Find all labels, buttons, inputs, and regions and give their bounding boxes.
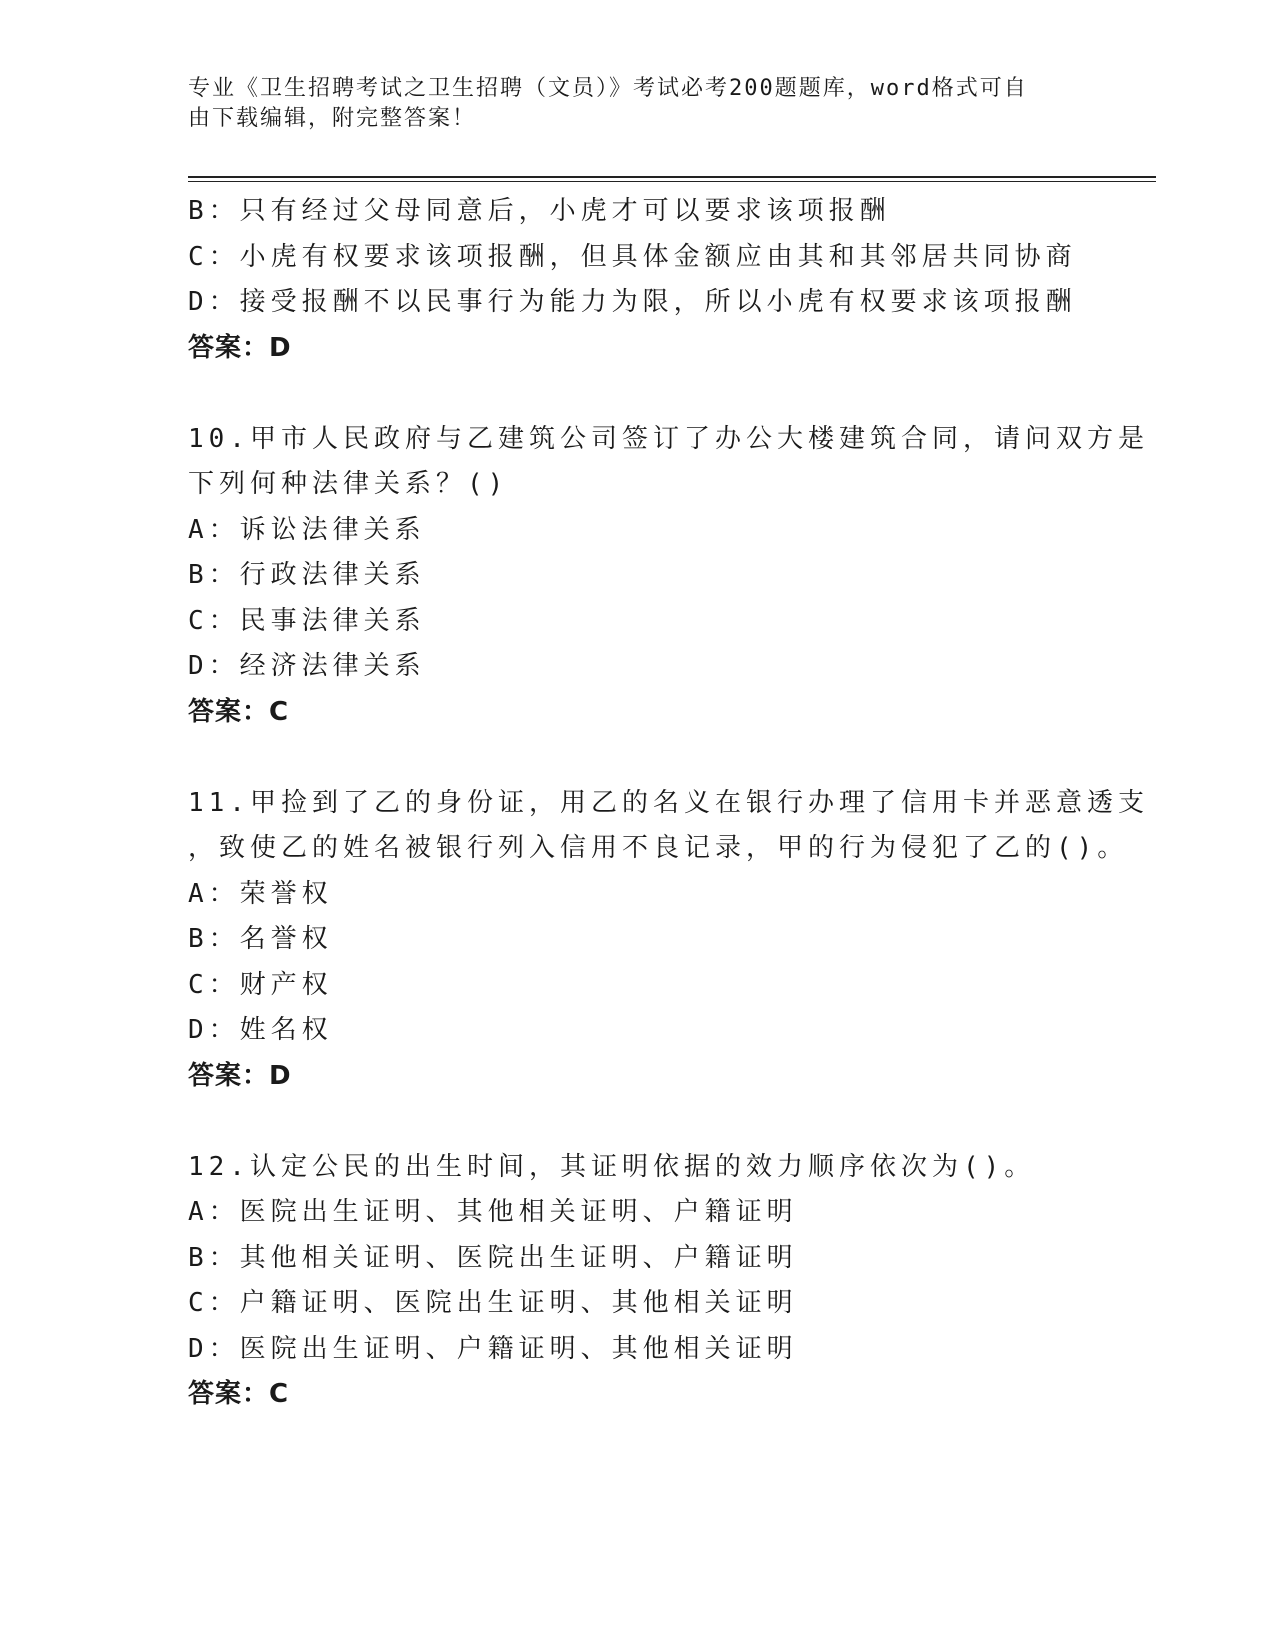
- spacer: [188, 371, 1088, 417]
- option-d: D：接受报酬不以民事行为能力为限，所以小虎有权要求该项报酬: [188, 287, 1077, 317]
- option-c: C：财产权: [188, 969, 333, 1000]
- option-a: A：荣誉权: [188, 878, 333, 909]
- header-divider-thick: [188, 176, 1156, 178]
- option-a: A：诉讼法律关系: [188, 514, 426, 545]
- question-10: [188, 417, 1149, 736]
- option-b: B：只有经过父母同意后，小虎才可以要求该项报酬: [188, 196, 891, 226]
- question-stem-line: 下列何种法律关系？(): [188, 469, 509, 499]
- option-b: B：名誉权: [188, 924, 333, 954]
- question-stem-line: 12.认定公民的出生时间，其证明依据的效力顺序依次为()。: [188, 1151, 1036, 1182]
- answer-line: 答案：D: [188, 1060, 292, 1091]
- option-b: B：其他相关证明、医院出生证明、户籍证明: [188, 1242, 798, 1273]
- option-b: B：行政法律关系: [188, 560, 426, 590]
- option-c: C：民事法律关系: [188, 605, 426, 636]
- option-c: C：小虎有权要求该项报酬，但具体金额应由其和其邻居共同协商: [188, 241, 1077, 272]
- spacer: [188, 1099, 1088, 1145]
- answer-line: 答案：C: [188, 696, 290, 727]
- answer-line: 答案：C: [188, 1379, 290, 1409]
- header-line-1: 专业《卫生招聘考试之卫生招聘（文员）》考试必考200题题库，word格式可自: [188, 76, 1028, 101]
- question-stem-line: ，致使乙的姓名被银行列入信用不良记录，甲的行为侵犯了乙的()。: [188, 833, 1129, 863]
- header-divider-thin: [188, 181, 1156, 182]
- question-stem-line: 10.甲市人民政府与乙建筑公司签订了办公大楼建筑合同，请问双方是: [188, 423, 1149, 454]
- option-a: A：医院出生证明、其他相关证明、户籍证明: [188, 1197, 798, 1227]
- question-9-continued: [188, 189, 1088, 371]
- spacer: [188, 735, 1088, 781]
- option-d: D：医院出生证明、户籍证明、其他相关证明: [188, 1333, 798, 1364]
- question-12: [188, 1145, 1088, 1418]
- document-header: [188, 74, 1088, 134]
- question-11: [188, 781, 1149, 1100]
- option-d: D：经济法律关系: [188, 651, 426, 681]
- question-stem-line: 11.甲捡到了乙的身份证，用乙的名义在银行办理了信用卡并恶意透支: [188, 787, 1149, 818]
- answer-line: 答案：D: [188, 332, 292, 363]
- option-d: D：姓名权: [188, 1015, 333, 1045]
- option-c: C：户籍证明、医院出生证明、其他相关证明: [188, 1288, 798, 1318]
- question-content: [188, 189, 1149, 1418]
- header-line-2: 由下载编辑，附完整答案！: [188, 106, 477, 131]
